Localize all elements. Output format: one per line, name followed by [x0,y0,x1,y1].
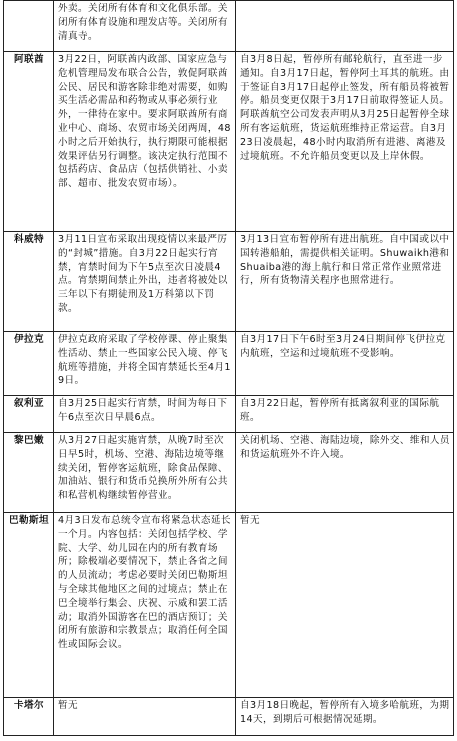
measures-cell: 4月3日发布总统令宣布将紧急状态延长一个月。内容包括：关闭包括学校、学院、大学、幼儿园在内的所有教育场所；除极端必要情况下，禁止各省之间的人员流动；考虑必要时关闭巴勒斯坦与全球其他地区之间的过境点；禁止在巴全境举行集会、庆祝、示威和罢工活动；取消外国游客在巴的酒店预订；关闭所有旅游和宗教景点；取消任何全国性或国际会议。 [54,513,236,698]
flights-cell: 自3月17日下午6时至3月24日期间停飞伊拉克内航班，空运和过境航班不受影响。 [236,332,454,396]
flights-cell: 自3月22日起，暂停所有抵离叙利亚的国际航班。 [236,396,454,433]
flights-cell: 暂无 [236,513,454,698]
table-row [4,433,454,513]
country-cell: 巴勒斯坦 [4,513,54,698]
table-row [4,1,454,52]
table-row [4,332,454,396]
measures-cell: 从3月27日起实施宵禁，从晚7时至次日早5时，机场、空港、海陆边境等继续关闭，暂停客运航班，除食品保障、加油站、银行和货币兑换所外所有公共和私营机构继续暂停营业。 [54,433,236,513]
flights-cell: 自3月8日起，暂停所有邮轮航行，直至进一步通知。自3月17日起，暂停阿土耳其的航班。由于签证自3月17日起停止签发，所有船员将被暂停。船员变更仅限于3月17日前取得签证人员。阿联酋航空公司发表声明从3月25日起暂停全球所有客运航班，货运航班维持正常运营。自3月23日凌晨起，48小时内取消所有进港、离港及过境航班。不允许船员变更以及上岸休假。 [236,52,454,232]
country-cell: 科威特 [4,232,54,332]
country-cell: 卡塔尔 [4,698,54,736]
country-cell: 伊拉克 [4,332,54,396]
flights-cell: 3月13日宣布暂停所有进出航班。自中国或以中国转港船舶，需提供相关证明。Shuwaikh港和Shuaiba港的海上航行和日常正常作业照常进行，所有货物清关程序也照常进行。 [236,232,454,332]
table-row [4,232,454,332]
measures-cell: 伊拉克政府采取了学校停课、停止聚集性活动、禁止一些国家公民入境、停飞航班等措施，并将全国宵禁延长至4月19日。 [54,332,236,396]
measures-cell: 3月22日，阿联酋内政部、国家应急与危机管理局发布联合公告，敦促阿联酋公民、居民和游客除非绝对需要，如购买生活必需品和药物或从事必须行业外，一律待在家中。要求阿联酋所有商业中心、商场、农贸市场关闭两周，48小时之后开始执行，执行期限可能根据效果评估另行调整。该决定执行范围不包括药店、食品店（包括供销社、小卖部、超市、批发农贸市场）。 [54,52,236,232]
flights-cell: 关闭机场、空港、海陆边境，除外交、维和人员和货运航班外不许入境。 [236,433,454,513]
measures-cell: 外卖。关闭所有体育和文化俱乐部。关闭所有体育设施和理发店等。关闭所有清真寺。 [54,1,236,52]
measures-cell: 自3月25日起实行宵禁，时间为每日下午6点至次日早晨6点。 [54,396,236,433]
flights-cell: 自3月18日晚起，暂停所有入境多哈航班，为期14天，到期后可根据情况延期。 [236,698,454,736]
table-row [4,52,454,232]
measures-cell: 3月11日宣布采取出现疫情以来最严厉的“封城”措施。自3月22日起实行宵禁，宵禁时间为下午5点至次日凌晨4点。宵禁期间禁止外出，违者将被处以三年以下有期徒刑及1万科第以下罚款。 [54,232,236,332]
country-cell [4,1,54,52]
table-row [4,396,454,433]
flights-cell [236,1,454,52]
table-row [4,698,454,736]
measures-table [3,0,454,736]
table-row [4,513,454,698]
measures-cell: 暂无 [54,698,236,736]
country-cell: 黎巴嫩 [4,433,54,513]
country-cell: 阿联酋 [4,52,54,232]
country-cell: 叙利亚 [4,396,54,433]
